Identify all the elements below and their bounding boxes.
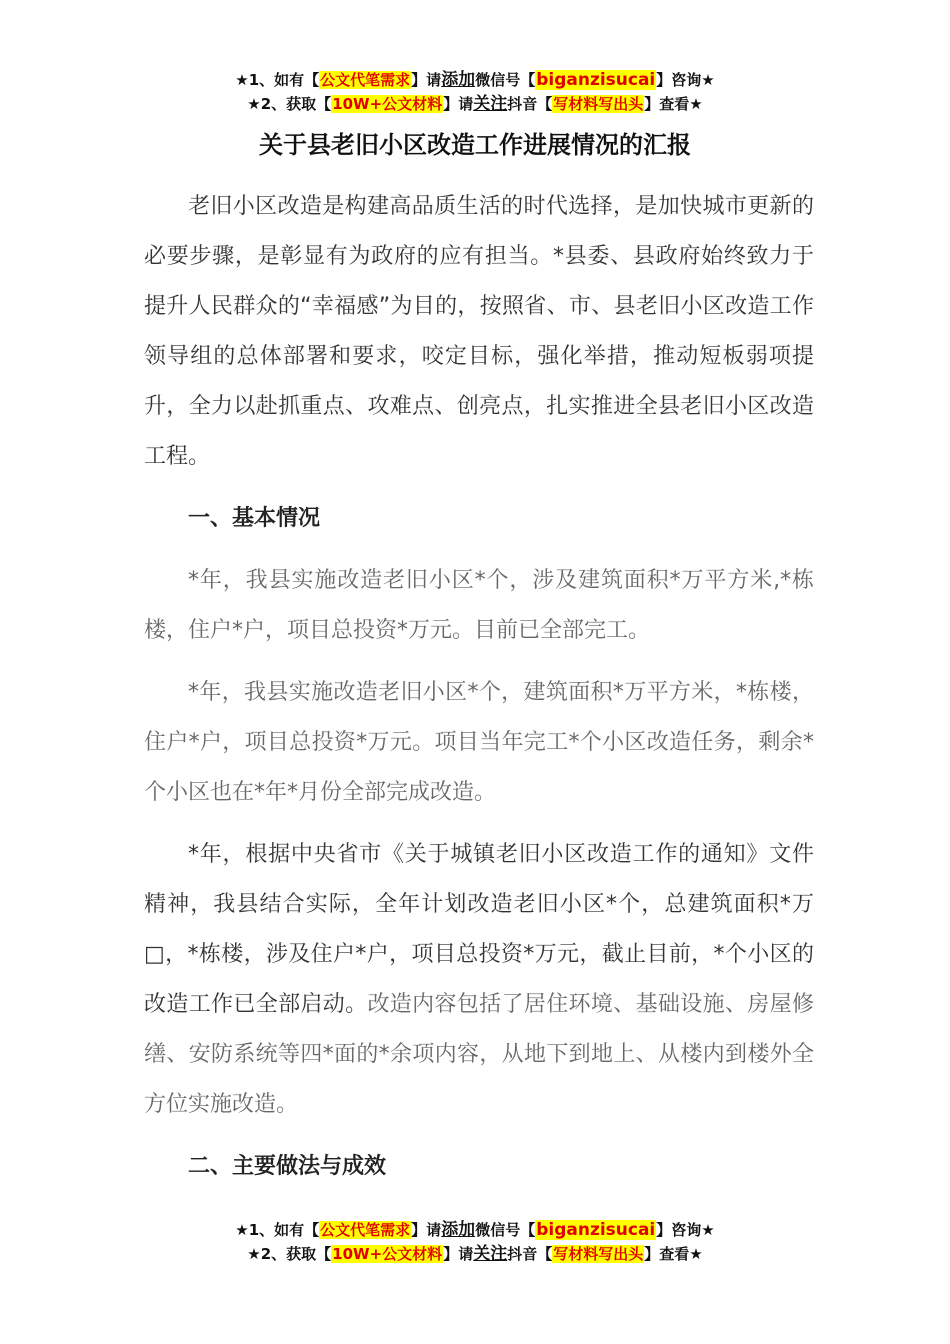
banner-line-1: ★1、如有【公文代笔需求】请添加微信号【biganzisucai】咨询★ [235,70,715,90]
paragraph-3: *年，根据中央省市《关于城镇老旧小区改造工作的通知》文件精神，我县结合实际，全年计划改造老旧小区*个，总建筑面积*万□，*栋楼，涉及住户*户，项目总投资*万元，截止目前，*个小区的改造工作已全部启动。改造内容包括了居住环境、基础设施、房屋修缮、安防系统等四*面的*余项内容，从地下到地上、从楼内到楼外全方位实施改造。 [144,842,814,1117]
section-heading-1: 一、基本情况 [188,506,321,531]
section-heading-2: 二、主要做法与成效 [188,1154,387,1179]
intro-paragraph: 老旧小区改造是构建高品质生活的时代选择，是加快城市更新的必要步骤，是彰显有为政府的应有担当。*县委、县政府始终致力于提升人民群众的“幸福感”为目的，按照省、市、县老旧小区改造工作领导组的总体部署和要求，咬定目标，强化举措，推动短板弱项提升，全力以赴抓重点、攻难点、创亮点，扎实推进全县老旧小区改造工程。 [144,194,814,469]
paragraph-2: *年，我县实施改造老旧小区*个，建筑面积*万平方米，*栋楼，住户*户，项目总投资*万元。项目当年完工*个小区改造任务，剩余*个小区也在*年*月份全部完成改造。 [144,680,814,805]
header-banner [0,68,950,116]
document-title: 关于县老旧小区改造工作进展情况的汇报 [259,131,691,159]
highlight-wechat-id: biganzisucai [536,70,656,90]
highlight-service: 公文代笔需求 [320,71,411,89]
highlight-douyin-id: 写材料写出头 [553,95,644,113]
footer-line-1: ★1、如有【公文代笔需求】请添加微信号【biganzisucai】咨询★ [235,1220,715,1240]
document-body [144,182,814,1192]
footer-line-2: ★2、获取【10W+公文材料】请关注抖音【写材料写出头】查看★ [247,1244,703,1264]
banner-line-2: ★2、获取【10W+公文材料】请关注抖音【写材料写出头】查看★ [247,94,703,114]
footer-banner [0,1218,950,1266]
paragraph-1: *年，我县实施改造老旧小区*个，涉及建筑面积*万平方米,*栋楼，住户*户，项目总投资*万元。目前已全部完工。 [144,568,814,643]
highlight-materials: 10W+公文材料 [332,95,443,113]
